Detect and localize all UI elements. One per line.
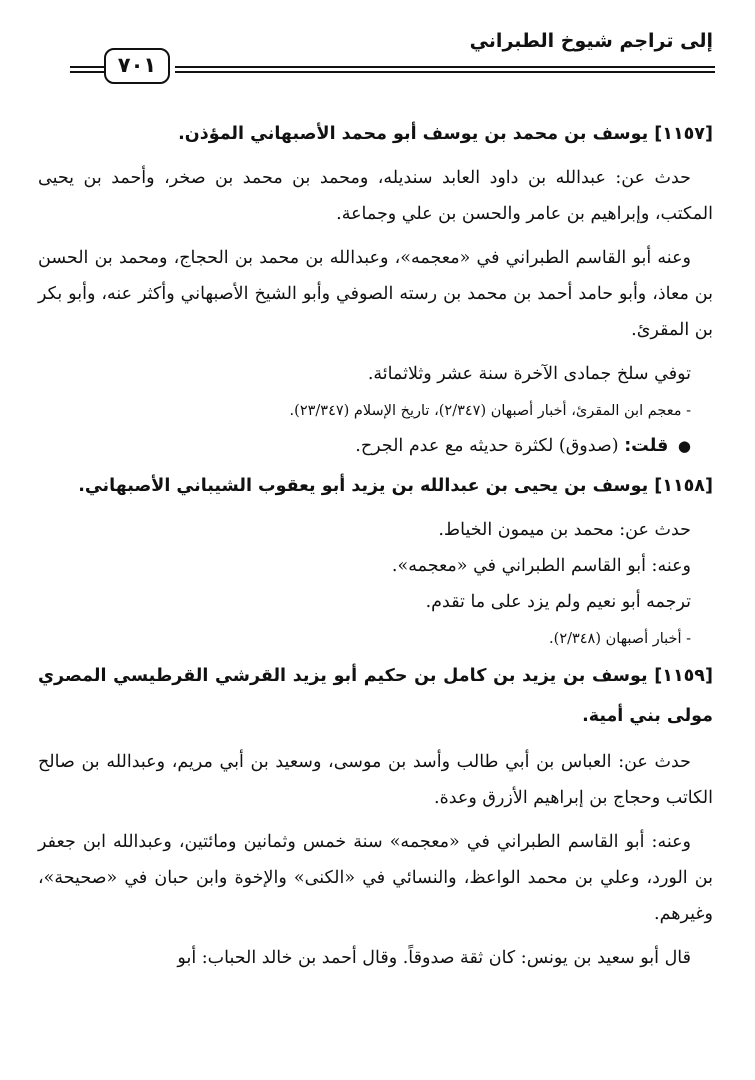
entry-heading: [١١٥٩] يوسف بن يزيد بن كامل بن حكيم أبو يزيد القرشي القرطيسي المصري مولى بني أمية. bbox=[38, 666, 713, 726]
entry-paragraph: حدث عن: عبدالله بن داود العابد سنديله، ومحمد بن محمد بن صخر، وأحمد بن يحيى المكتب، وإبراهيم بن عامر والحسن بن علي وجماعة. bbox=[38, 168, 713, 224]
entry-paragraph: وعنه أبو القاسم الطبراني في «معجمه»، وعبدالله بن محمد بن الحجاج، ومحمد بن الحسن بن معاذ، وأبو حامد أحمد بن محمد بن رسته الصوفي وأبو الشيخ الأصبهاني وأكثر عنه، وأبو بكر بن المقرئ. bbox=[38, 248, 713, 340]
entry-source: - معجم ابن المقرئ، أخبار أصبهان (٢/٣٤٧)، تاريخ الإسلام (٢٣/٣٤٧). bbox=[289, 403, 691, 419]
page-number: ٧٠١ bbox=[104, 48, 170, 84]
entry-1158 bbox=[38, 466, 713, 654]
header-rule bbox=[175, 66, 715, 73]
entry-note bbox=[38, 428, 713, 464]
entry-1159 bbox=[38, 656, 713, 976]
entry-paragraph: وعنه: أبو القاسم الطبراني في «معجمه». bbox=[391, 556, 691, 576]
bullet-icon: ● bbox=[677, 437, 691, 455]
entry-paragraph: ترجمه أبو نعيم ولم يزد على ما تقدم. bbox=[425, 592, 691, 612]
entry-heading: [١١٥٧] يوسف بن محمد بن يوسف أبو محمد الأصبهاني المؤذن. bbox=[178, 124, 713, 144]
entry-heading: [١١٥٨] يوسف بن يحيى بن عبدالله بن يزيد أبو يعقوب الشيباني الأصبهاني. bbox=[78, 476, 713, 496]
entry-paragraph: حدث عن: محمد بن ميمون الخياط. bbox=[438, 520, 691, 540]
entry-paragraph: وعنه: أبو القاسم الطبراني في «معجمه» سنة خمس وثمانين ومائتين، وعبدالله ابن جعفر بن الورد، وعلي بن محمد الواعظ، والنسائي في «الكنى» والإخوة وابن حبان في «صحيحة»، وغيرهم. bbox=[38, 832, 713, 924]
entry-source: - أخبار أصبهان (٢/٣٤٨). bbox=[549, 631, 691, 647]
entry-paragraph: حدث عن: العباس بن أبي طالب وأسد بن موسى، وسعيد بن أبي مريم، وعبدالله بن صالح الكاتب وحجاج بن إبراهيم الأزرق وعدة. bbox=[38, 752, 713, 808]
header-rule-short bbox=[70, 66, 104, 73]
entry-paragraph: قال أبو سعيد بن يونس: كان ثقة صدوقاً. وقال أحمد بن خالد الحباب: أبو bbox=[177, 948, 691, 968]
entry-1157 bbox=[38, 114, 713, 464]
page-body bbox=[38, 112, 713, 976]
running-title: إلى تراجم شيوخ الطبراني bbox=[469, 30, 713, 52]
note-label: قلت: bbox=[624, 436, 669, 456]
entry-paragraph: توفي سلخ جمادى الآخرة سنة عشر وثلاثمائة. bbox=[367, 364, 691, 384]
note-text: (صدوق) لكثرة حديثه مع عدم الجرح. bbox=[355, 436, 619, 456]
